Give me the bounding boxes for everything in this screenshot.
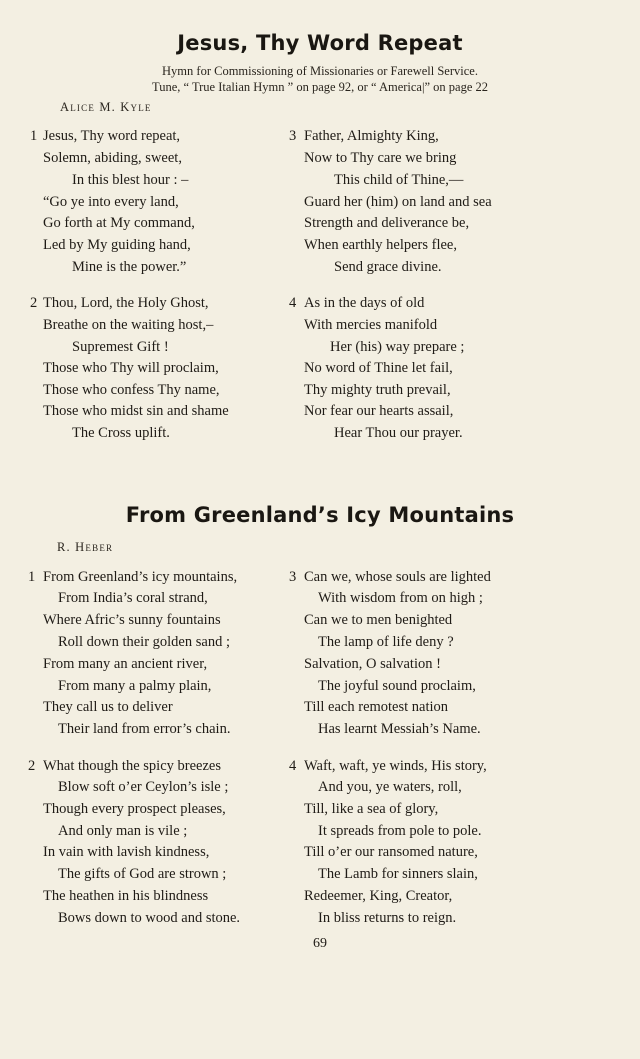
verse-line: Roll down their golden sand ; [58,634,230,650]
verse-line: Those who midst sin and shame [43,403,229,419]
verse-line: It spreads from pole to pole. [318,823,482,839]
verse-line: The gifts of God are strown ; [58,866,227,882]
hymn-author: Alice M. Kyle [60,100,152,114]
verse-line: Blow soft o’er Ceylon’s isle ; [58,779,229,795]
verse-line: Hear Thou our prayer. [334,425,463,441]
verse-line: The joyful sound proclaim, [318,678,476,694]
verse-line: Guard her (him) on land and sea [304,194,492,210]
stanza-number: 2 [28,758,36,774]
verse-line: This child of Thine,— [334,172,464,188]
verse-line: No word of Thine let fail, [304,360,453,376]
verse-line: Can we, whose souls are lighted [304,569,491,585]
verse-line: From many a palmy plain, [58,678,212,694]
verse-line: As in the days of old [304,295,425,311]
verse-line: Bows down to wood and stone. [58,910,241,926]
verse-line: The Cross uplift. [72,425,170,441]
verse-line: Breathe on the waiting host,– [43,317,214,333]
hymn-subtitle: Hymn for Commissioning of Missionaries or Farewell Service. [162,64,478,78]
verse-line: Mine is the power.” [72,259,187,275]
verse-line: In bliss returns to reign. [318,910,457,926]
verse-line: The Lamb for sinners slain, [318,866,478,882]
verse-line: Where Afric’s sunny fountains [43,612,221,628]
verse-line: Thy mighty truth prevail, [304,382,451,398]
verse-line: The heathen in his blindness [43,888,209,904]
verse-line: Now to Thy care we bring [304,150,457,166]
verse-line: Solemn, abiding, sweet, [43,150,182,166]
verse-line: Jesus, Thy word repeat, [43,128,181,144]
verse-line: Has learnt Messiah’s Name. [318,721,481,737]
stanza-number: 3 [289,569,297,585]
verse-line: With wisdom from on high ; [318,590,483,606]
hymn-author: R. Heber [57,540,114,554]
verse-line: And only man is vile ; [58,823,188,839]
verse-line: What though the spicy breezes [43,758,221,774]
verse-line: Strength and deliverance be, [304,215,470,231]
verse-line: Salvation, O salvation ! [304,656,441,672]
verse-line: The lamp of life deny ? [318,634,454,650]
stanza-number: 4 [289,295,297,311]
verse-line: They call us to deliver [43,699,173,715]
stanza-number: 1 [30,128,38,144]
verse-line: And you, ye waters, roll, [318,779,462,795]
verse-line: Though every prospect pleases, [43,801,226,817]
verse-line: Father, Almighty King, [304,128,439,144]
verse-line: Can we to men benighted [304,612,453,628]
verse-line: Till each remotest nation [304,699,449,715]
stanza-number: 4 [289,758,297,774]
verse-line: Till, like a sea of glory, [304,801,439,817]
page-number: 69 [313,936,327,951]
verse-line: Nor fear our hearts assail, [304,403,454,419]
hymn-tune-note: Tune, “ True Italian Hymn ” on page 92, or “ America|” on page 22 [152,80,488,94]
hymn-title: Jesus, Thy Word Repeat [177,31,463,55]
stanza-number: 2 [30,295,38,311]
verse-line: Thou, Lord, the Holy Ghost, [43,295,209,311]
verse-line: With mercies manifold [304,317,438,333]
verse-line: From many an ancient river, [43,656,208,672]
verse-line: Send grace divine. [334,259,442,275]
verse-line: Redeemer, King, Creator, [304,888,453,904]
verse-line: Their land from error’s chain. [58,721,231,737]
stanza-number: 3 [289,128,297,144]
verse-line: Supremest Gift ! [72,339,169,355]
stanza-number: 1 [28,569,36,585]
verse-line: When earthly helpers flee, [304,237,457,253]
verse-line: From Greenland’s icy mountains, [43,569,238,585]
verse-line: In this blest hour : – [72,172,189,188]
verse-line: Waft, waft, ye winds, His story, [304,758,487,774]
verse-line: In vain with lavish kindness, [43,844,210,860]
hymn-title: From Greenland’s Icy Mountains [125,503,515,527]
verse-line: Her (his) way prepare ; [330,339,465,355]
verse-line: Go forth at My command, [43,215,195,231]
verse-line: Those who confess Thy name, [43,382,220,398]
verse-line: Led by My guiding hand, [43,237,191,253]
verse-line: Those who Thy will proclaim, [43,360,219,376]
verse-line: “Go ye into every land, [43,194,179,210]
verse-line: From India’s coral strand, [58,590,208,606]
verse-line: Till o’er our ransomed nature, [304,844,478,860]
